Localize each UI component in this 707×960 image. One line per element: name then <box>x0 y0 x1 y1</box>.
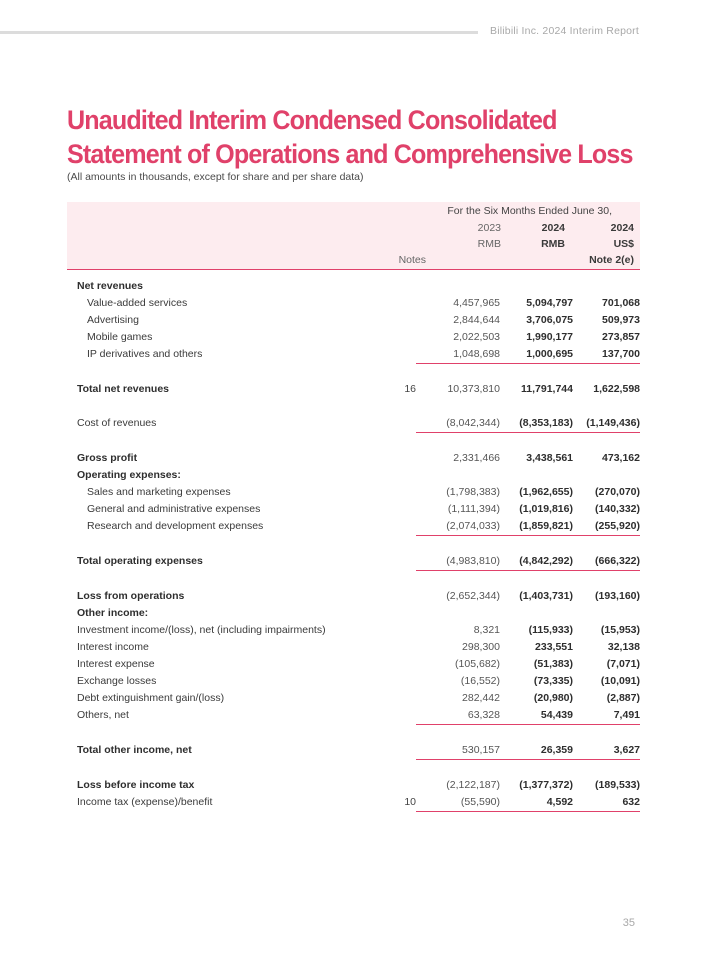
value-2024-usd: 1,622,598 <box>593 383 640 395</box>
row-notes <box>392 346 416 364</box>
row-notes <box>392 673 416 690</box>
row-label: Total net revenues <box>77 383 169 395</box>
value-2024-rmb: (1,403,731) <box>519 590 573 602</box>
spacer-row <box>67 364 640 382</box>
row-notes <box>392 329 416 346</box>
row-notes <box>392 605 416 622</box>
value-2024-rmb: 5,094,797 <box>526 297 573 309</box>
value-2024-rmb <box>500 467 573 484</box>
row-notes <box>392 656 416 673</box>
value-2024-rmb: (1,377,372) <box>519 779 573 791</box>
spacer-row <box>67 433 640 451</box>
row-label: Sales and marketing expenses <box>87 486 231 498</box>
value-2023-rmb: (55,590) <box>416 794 500 812</box>
value-2024-rmb: 11,791,744 <box>521 383 573 395</box>
value-2024-usd: 3,627 <box>573 742 640 760</box>
value-2023-rmb: 530,157 <box>416 742 500 760</box>
row-label: Interest expense <box>77 658 155 670</box>
value-2024-rmb: (73,335) <box>533 675 573 687</box>
statement-row <box>67 553 640 571</box>
note-reference: Note 2(e) <box>589 254 634 266</box>
statement-row <box>67 742 640 760</box>
statement-row <box>67 707 640 725</box>
row-label: Exchange losses <box>77 675 157 687</box>
row-label: Cost of revenues <box>77 417 157 430</box>
row-notes: 16 <box>404 383 416 395</box>
value-2024-rmb: (51,383) <box>533 658 573 670</box>
value-2024-usd: (270,070) <box>595 486 640 498</box>
row-notes <box>392 622 416 639</box>
statement-row <box>67 329 640 346</box>
spacer-cell <box>67 571 640 589</box>
row-notes <box>392 295 416 312</box>
row-label: Loss before income tax <box>77 779 195 791</box>
value-2024-usd: (666,322) <box>573 553 640 571</box>
value-2024-usd: 509,973 <box>602 314 640 326</box>
row-notes <box>392 501 416 518</box>
period-caption: For the Six Months Ended June 30, <box>447 205 612 217</box>
spacer-cell <box>67 433 640 451</box>
row-notes <box>392 553 416 571</box>
row-notes <box>392 742 416 760</box>
value-2024-rmb: (8,353,183) <box>500 415 573 433</box>
value-2024-usd: (140,332) <box>595 503 640 515</box>
row-label: General and administrative expenses <box>87 503 261 515</box>
value-2024-rmb: 4,592 <box>500 794 573 812</box>
value-2024-usd: (1,149,436) <box>573 415 640 433</box>
spacer-cell <box>67 725 640 743</box>
value-2024-rmb: (20,980) <box>533 692 573 704</box>
value-2024-usd: 32,138 <box>607 641 640 653</box>
value-2024-usd: 632 <box>573 794 640 812</box>
title-line-2: Statement of Operations and Comprehensive Loss <box>67 139 633 169</box>
spacer-row <box>67 571 640 589</box>
value-2024-usd <box>573 467 640 484</box>
statement-row <box>67 278 640 295</box>
row-label: Total operating expenses <box>77 555 203 568</box>
row-notes <box>392 484 416 501</box>
statement-row <box>67 450 640 467</box>
statement-row <box>67 518 640 536</box>
row-notes: 10 <box>404 796 416 809</box>
value-2023-rmb: 1,048,698 <box>416 346 500 364</box>
statement-row <box>67 777 640 794</box>
row-label: Mobile games <box>87 331 153 343</box>
year-2024-usd: 2024 <box>610 222 634 234</box>
value-2023-rmb: (2,652,344) <box>446 590 500 602</box>
value-2024-rmb <box>500 605 573 622</box>
notes-header: Notes <box>398 254 426 266</box>
statement-row <box>67 295 640 312</box>
statement-row <box>67 656 640 673</box>
value-2024-rmb: 3,438,561 <box>526 452 573 464</box>
spacer-cell <box>67 398 640 415</box>
value-2024-usd: (2,887) <box>606 692 640 704</box>
statement-row <box>67 673 640 690</box>
statement-row <box>67 467 640 484</box>
statement-row <box>67 501 640 518</box>
statement-row <box>67 346 640 364</box>
row-label: Value-added services <box>87 297 188 309</box>
value-2024-rmb: 1,990,177 <box>526 331 573 343</box>
value-2023-rmb: (1,798,383) <box>446 486 500 498</box>
statement-row <box>67 690 640 707</box>
row-label: IP derivatives and others <box>87 348 203 361</box>
value-2023-rmb: (2,122,187) <box>446 779 500 791</box>
statement-row <box>67 484 640 501</box>
row-label: Net revenues <box>77 280 143 292</box>
spacer-row <box>67 725 640 743</box>
year-2023: 2023 <box>477 222 501 234</box>
value-2024-rmb <box>500 278 573 295</box>
row-notes <box>392 518 416 536</box>
row-label: Debt extinguishment gain/(loss) <box>77 692 225 704</box>
value-2024-rmb: 26,359 <box>500 742 573 760</box>
row-notes <box>392 690 416 707</box>
spacer-cell <box>67 760 640 778</box>
statement-row <box>67 312 640 329</box>
row-notes <box>392 415 416 433</box>
statement-row <box>67 415 640 433</box>
value-2023-rmb: 2,331,466 <box>453 452 500 464</box>
currency-2024: RMB <box>541 238 565 250</box>
row-label: Others, net <box>77 709 129 722</box>
row-notes <box>392 588 416 605</box>
value-2023-rmb <box>416 467 500 484</box>
value-2023-rmb: 4,457,965 <box>453 297 500 309</box>
title-line-1: Unaudited Interim Condensed Consolidated <box>67 105 557 135</box>
row-label: Interest income <box>77 641 149 653</box>
value-2024-usd: (15,953) <box>600 624 640 636</box>
value-2024-usd: 7,491 <box>573 707 640 725</box>
row-label: Income tax (expense)/benefit <box>77 796 213 809</box>
row-label: Loss from operations <box>77 590 185 602</box>
value-2024-rmb: 1,000,695 <box>500 346 573 364</box>
value-2024-rmb: (4,842,292) <box>500 553 573 571</box>
value-2023-rmb: (4,983,810) <box>416 553 500 571</box>
statement-body <box>67 278 640 812</box>
value-2023-rmb: 282,442 <box>462 692 500 704</box>
statement-row <box>67 639 640 656</box>
value-2023-rmb: 2,022,503 <box>453 331 500 343</box>
value-2024-usd <box>573 278 640 295</box>
value-2024-rmb: (1,859,821) <box>500 518 573 536</box>
year-2024: 2024 <box>541 222 565 234</box>
value-2023-rmb: 2,844,644 <box>453 314 500 326</box>
value-2024-usd: (189,533) <box>595 779 640 791</box>
value-2024-usd: (7,071) <box>606 658 640 670</box>
row-notes <box>392 639 416 656</box>
currency-2023: RMB <box>477 238 501 250</box>
row-label: Total other income, net <box>77 744 192 757</box>
row-notes <box>392 312 416 329</box>
row-notes <box>392 707 416 725</box>
value-2023-rmb: (1,111,394) <box>447 503 500 515</box>
statement-row <box>67 605 640 622</box>
row-label: Research and development expenses <box>87 520 264 533</box>
row-label: Investment income/(loss), net (including impairments) <box>77 624 326 636</box>
value-2024-usd <box>573 605 640 622</box>
value-2024-usd: (193,160) <box>595 590 640 602</box>
statement-row <box>67 622 640 639</box>
statement-table <box>67 278 640 812</box>
spacer-row <box>67 760 640 778</box>
column-header-band <box>67 202 640 270</box>
row-label: Advertising <box>87 314 139 326</box>
report-header: Bilibili Inc. 2024 Interim Report <box>490 25 639 37</box>
value-2024-usd: 701,068 <box>602 297 640 309</box>
statement-row <box>67 588 640 605</box>
value-2024-rmb: 3,706,075 <box>526 314 573 326</box>
value-2023-rmb: 8,321 <box>473 624 500 636</box>
spacer-row <box>67 398 640 415</box>
row-notes <box>392 450 416 467</box>
value-2023-rmb: (105,682) <box>455 658 500 670</box>
page-subtitle: (All amounts in thousands, except for share and per share data) <box>67 171 364 183</box>
value-2024-rmb: (1,019,816) <box>519 503 573 515</box>
value-2023-rmb: 10,373,810 <box>447 383 500 395</box>
value-2024-usd: 137,700 <box>573 346 640 364</box>
header-rule <box>0 31 478 34</box>
statement-row <box>67 381 640 398</box>
row-notes <box>392 278 416 295</box>
value-2024-usd: 273,857 <box>602 331 640 343</box>
spacer-row <box>67 536 640 554</box>
page-title <box>67 103 633 171</box>
value-2023-rmb: (2,074,033) <box>416 518 500 536</box>
value-2023-rmb: 63,328 <box>416 707 500 725</box>
spacer-cell <box>67 536 640 554</box>
page-number: 35 <box>622 917 635 929</box>
row-notes <box>392 777 416 794</box>
row-label: Gross profit <box>77 452 138 464</box>
value-2024-usd: 473,162 <box>602 452 640 464</box>
value-2024-rmb: 54,439 <box>500 707 573 725</box>
value-2024-rmb: (1,962,655) <box>519 486 573 498</box>
value-2024-rmb: (115,933) <box>528 624 573 636</box>
value-2024-usd: (255,920) <box>573 518 640 536</box>
currency-usd: US$ <box>613 238 634 250</box>
value-2023-rmb: (8,042,344) <box>416 415 500 433</box>
spacer-cell <box>67 364 640 382</box>
value-2023-rmb <box>416 605 500 622</box>
row-label: Other income: <box>77 607 149 619</box>
value-2024-rmb: 233,551 <box>535 641 573 653</box>
value-2023-rmb <box>416 278 500 295</box>
row-label: Operating expenses: <box>77 469 181 481</box>
row-notes <box>392 467 416 484</box>
value-2023-rmb: 298,300 <box>462 641 500 653</box>
statement-row <box>67 794 640 812</box>
value-2024-usd: (10,091) <box>600 675 640 687</box>
value-2023-rmb: (16,552) <box>460 675 500 687</box>
